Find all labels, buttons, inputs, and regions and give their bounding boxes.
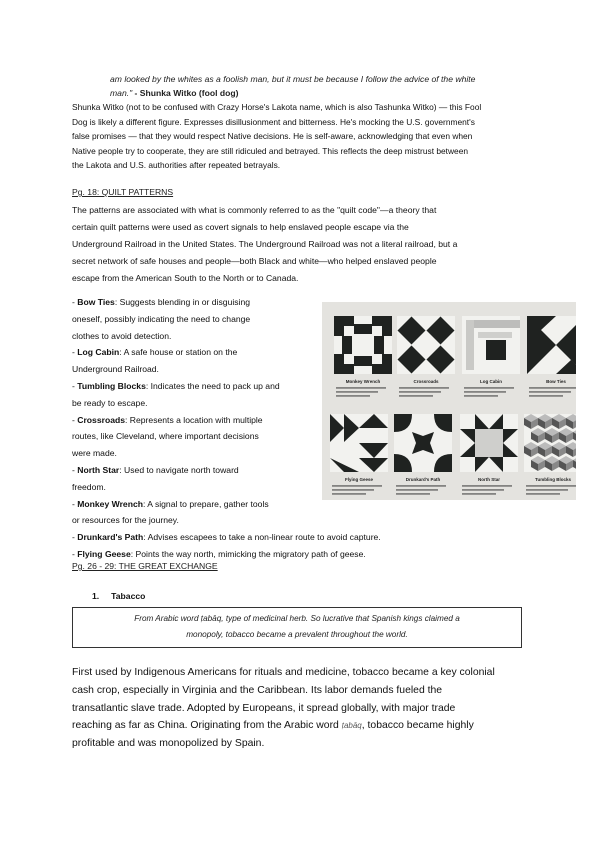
list-text: oneself, possibly indicating the need to change <box>72 313 251 324</box>
box-line: From Arabic word ṭabāq, type of medicinal herb. So lucrative that Spanish kings claimed a <box>134 614 460 623</box>
text-line: certain quilt patterns were used as covert signals to help enslaved people escape via the <box>72 222 409 232</box>
quote-source: - Shunka Witko (fool dog) <box>132 88 239 98</box>
list-text: clothes to avoid detection. <box>72 330 172 341</box>
list-text: freedom. <box>72 481 106 492</box>
item-title: Tabacco <box>111 591 146 601</box>
quilt-tile <box>394 414 452 495</box>
quilt-tile <box>460 414 518 495</box>
list-term: Tumbling Blocks <box>77 380 146 391</box>
list-line <box>72 529 381 546</box>
text-line: transatlantic slave trade. Adopted by Europeans, it spread globally, with major trade <box>72 702 456 714</box>
quilt-tile <box>462 316 520 397</box>
text-line: The patterns are associated with what is commonly referred to as the "quilt code"—a theory that <box>72 205 437 215</box>
list-term: Drunkard's Path <box>77 532 144 543</box>
list-text: Underground Railroad. <box>72 364 159 375</box>
text-line: escape from the American South to the North or to Canada. <box>72 273 299 283</box>
quilt-tile <box>527 316 576 397</box>
bullet-dash: - <box>72 380 78 391</box>
list-term: North Star <box>77 464 120 475</box>
list-term: Monkey Wrench <box>77 498 143 509</box>
list-text: routes, like Cleveland, where important decisions <box>72 431 259 442</box>
tobacco-paragraph <box>72 664 495 753</box>
list-text: : Points the way north, mimicking the migratory path of geese. <box>130 548 366 559</box>
list-text: : A safe house or station on the <box>119 347 238 358</box>
quilt-paragraph <box>72 202 457 287</box>
list-text: be ready to escape. <box>72 397 148 408</box>
quilt-tile-label: Flying Geese <box>344 477 374 482</box>
quote-line: am looked by the whites as a foolish man, but it must be because I follow the advice of the white <box>110 74 476 84</box>
list-text: : A signal to prepare, gather tools <box>143 498 269 509</box>
quilt-tile <box>330 414 388 495</box>
bullet-dash: - <box>72 548 78 559</box>
quote-block <box>110 72 475 100</box>
numbered-item <box>92 591 157 601</box>
list-text: were made. <box>72 448 117 459</box>
text-line <box>72 717 495 735</box>
list-text: : Indicates the need to pack up and <box>145 380 280 391</box>
exchange-heading: Pg. 26 - 29: THE GREAT EXCHANGE <box>72 561 218 571</box>
arabic-word: ṭabāq <box>341 721 362 731</box>
quilt-tile-label: Monkey Wrench <box>345 379 381 384</box>
quilt-tile <box>397 316 455 397</box>
list-term: Crossroads <box>77 414 126 425</box>
quilt-tile-label: Log Cabin <box>480 379 502 384</box>
list-text: : Used to navigate north toward <box>119 464 239 475</box>
text-line: First used by Indigenous Americans for rituals and medicine, tobacco became a key colonial <box>72 667 495 678</box>
item-number: 1. <box>92 591 100 601</box>
text: reaching as far as China. Originating from the Arabic word <box>72 720 342 732</box>
quilt-patterns-image <box>322 302 576 500</box>
quote-line-2 <box>110 86 475 100</box>
bullet-dash: - <box>72 498 78 509</box>
list-term: Bow Ties <box>77 297 115 307</box>
commentary-paragraph <box>72 100 481 173</box>
quilt-tile-label: Tumbling Blocks <box>535 477 571 482</box>
list-term: Flying Geese <box>77 548 131 559</box>
quilt-tile <box>524 414 576 495</box>
list-line <box>72 512 381 529</box>
text-line: profitable and was monopolized by Spain. <box>72 738 265 750</box>
text-line: the Lakota and U.S. authorities after repeated betrayals. <box>72 160 281 170</box>
box-line: monopoly, tobacco became a prevalent throughout the world. <box>186 630 408 639</box>
text-line: cash crop, especially in Virginia and the Caribbean. Its labor demands fueled the <box>72 684 443 696</box>
list-text: : Suggests blending in or disguising <box>114 297 251 307</box>
list-text: or resources for the journey. <box>72 515 179 526</box>
bullet-dash: - <box>72 464 78 475</box>
quilt-tile-label: Drunkard's Path <box>405 477 441 482</box>
text-line: Shunka Witko (not to be confused with Crazy Horse's Lakota name, which is also Tashunka Witko) — this Fool <box>72 102 482 112</box>
text: , tobacco became highly <box>361 720 474 732</box>
text-line: Underground Railroad in the United States. The Underground Railroad was not a literal railroad, but a <box>72 239 458 249</box>
definition-box <box>72 607 522 648</box>
quilt-heading: Pg. 18: QUILT PATTERNS <box>72 187 174 197</box>
text-line: Dog is likely a different figure. Expresses disillusionment and bitterness. He's mocking the U.S. government's <box>72 116 475 127</box>
quilt-tile-label: Crossroads <box>413 379 439 384</box>
quilt-tile-label: Bow Ties <box>546 379 566 384</box>
list-term: Log Cabin <box>77 347 120 358</box>
quilt-tile-label: North Star <box>477 477 501 482</box>
bullet-dash: - <box>72 297 78 307</box>
quote-text: man." <box>110 88 133 98</box>
list-text: : Advises escapees to take a non-linear route to avoid capture. <box>143 532 381 543</box>
bullet-dash: - <box>72 532 78 543</box>
bullet-dash: - <box>72 414 78 425</box>
list-text: : Represents a location with multiple <box>125 414 263 425</box>
bullet-dash: - <box>72 347 78 358</box>
text-line: false promises — that they would respect Native decisions. He is self-aware, acknowledging that even when <box>72 131 473 141</box>
quilt-tile <box>334 316 392 397</box>
text-line: Native people try to cooperate, they are still ridiculed and betrayed. This reflects the deep mistrust between <box>72 145 469 156</box>
text-line: secret network of safe houses and people—both Black and white—who helped enslaved people <box>72 256 437 266</box>
